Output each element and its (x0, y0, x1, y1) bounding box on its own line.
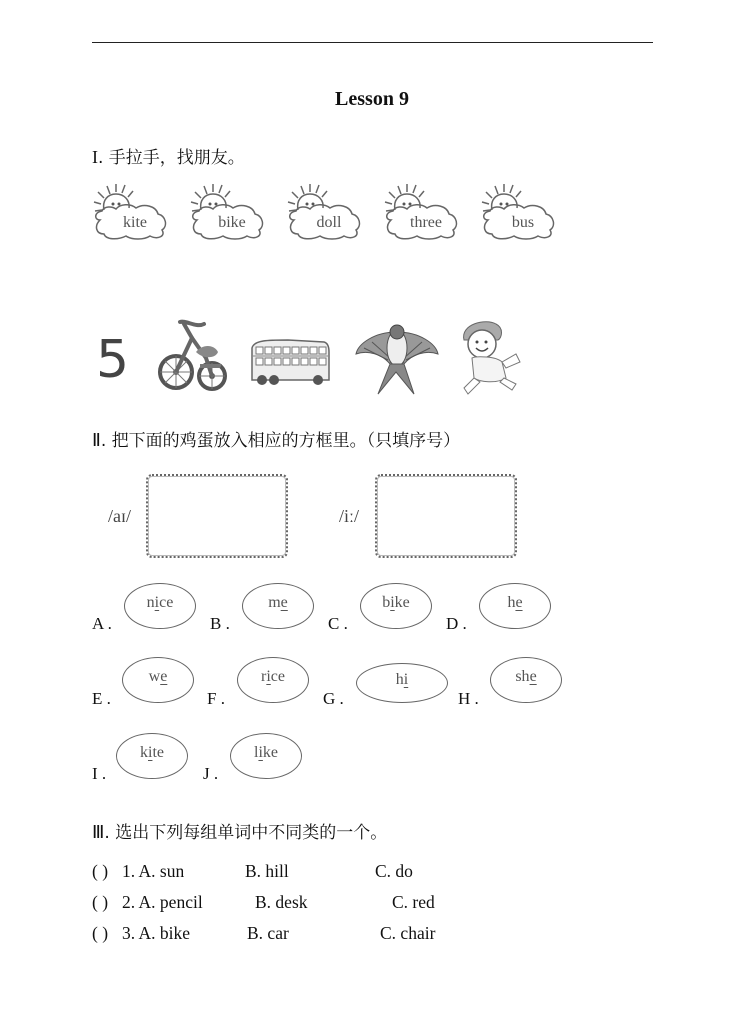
egg-word-pre: b (382, 594, 391, 611)
word-label: kite (123, 214, 147, 231)
choice-c: C. chair (380, 923, 436, 943)
egg-word-underlined: e (160, 668, 168, 685)
egg-option[interactable] (230, 733, 302, 779)
egg-word-pre: h (395, 671, 404, 688)
doll-icon (456, 318, 524, 396)
egg-word-underlined: i (390, 594, 395, 611)
egg-word-pre: sh (515, 668, 530, 685)
header-rule (92, 42, 653, 43)
egg-option[interactable] (490, 657, 562, 703)
answer-blank[interactable]: ( ) (92, 892, 109, 912)
section-1-heading (92, 143, 245, 168)
option-label: A . (92, 614, 112, 633)
egg-word-pre: l (253, 744, 259, 761)
word-card-bike[interactable] (189, 184, 269, 244)
bike-picture[interactable] (156, 318, 232, 396)
choice-c: C. red (392, 892, 435, 912)
egg-word-pre: h (507, 594, 516, 611)
choice-c: C. do (375, 861, 413, 881)
kite-picture[interactable] (354, 318, 440, 396)
egg-word-underlined: e (529, 668, 537, 685)
option-label: I . (92, 764, 107, 783)
choice-b: B. hill (245, 861, 289, 881)
bike-icon (156, 318, 232, 396)
word-label: bus (511, 214, 535, 231)
egg-word-post: ce (270, 668, 285, 685)
section-3-heading (92, 818, 387, 843)
phoneme-ai-box[interactable] (146, 474, 288, 558)
egg-option[interactable] (360, 583, 432, 629)
egg-word-post: ke (262, 744, 278, 761)
egg-word-underlined: i (258, 744, 263, 761)
section-2-text: . 把下面的鸡蛋放入相应的方框里。（只填序号） (100, 431, 461, 451)
phoneme-ii-label: /iː/ (339, 506, 360, 526)
egg-word-pre: r (261, 668, 267, 685)
choice-a: 3. A. bike (122, 923, 191, 943)
section-3-number: Ⅲ (92, 822, 105, 842)
option-label: C . (328, 614, 348, 633)
egg-word-pre: k (140, 744, 148, 761)
choice-b: B. desk (255, 892, 308, 912)
section-2-number: Ⅱ (92, 430, 101, 450)
word-label: three (410, 214, 442, 231)
section-3-text: . 选出下列每组单词中不同类的一个。 (104, 823, 388, 843)
egg-option[interactable] (122, 657, 194, 703)
phoneme-ii-box[interactable] (375, 474, 517, 558)
number-five: 5 (96, 330, 130, 390)
egg-word-post: ce (159, 594, 174, 611)
egg-word-post: te (152, 744, 164, 761)
doll-picture[interactable] (456, 318, 524, 396)
answer-blank[interactable]: ( ) (92, 923, 109, 943)
word-card-kite[interactable] (92, 184, 172, 244)
bus-picture[interactable] (248, 318, 332, 396)
page-title: Lesson 9 (335, 88, 409, 110)
choice-a: 2. A. pencil (122, 892, 203, 912)
word-label: bike (218, 214, 246, 231)
choice-a: 1. A. sun (122, 861, 185, 881)
egg-word-underlined: e (515, 594, 523, 611)
option-label: B . (210, 614, 230, 633)
egg-word-pre: n (146, 594, 155, 611)
egg-word-underlined: i (403, 671, 409, 688)
egg-option[interactable] (124, 583, 196, 629)
option-label: E . (92, 689, 111, 708)
egg-word-underlined: i (266, 668, 271, 685)
word-card-three[interactable] (383, 184, 463, 244)
section-2-heading (92, 426, 460, 451)
egg-option[interactable] (356, 663, 448, 703)
option-label: H . (458, 689, 479, 708)
word-label: doll (316, 214, 342, 231)
bus-icon (248, 318, 332, 396)
egg-word-pre: m (268, 594, 281, 611)
egg-option[interactable] (479, 583, 551, 629)
option-label: F . (207, 689, 225, 708)
egg-word-post: ke (394, 594, 410, 611)
option-label: D . (446, 614, 467, 633)
egg-word-underlined: e (280, 594, 288, 611)
choice-b: B. car (247, 923, 289, 943)
egg-word-pre: w (148, 668, 161, 685)
answer-blank[interactable]: ( ) (92, 861, 109, 881)
phoneme-ai-label: /aɪ/ (108, 506, 131, 526)
word-card-doll[interactable] (286, 184, 366, 244)
word-card-bus[interactable] (480, 184, 560, 244)
option-label: J . (203, 764, 219, 783)
section-1-number: I (92, 147, 98, 167)
egg-option[interactable] (237, 657, 309, 703)
egg-word-underlined: i (148, 744, 153, 761)
kite-icon (354, 318, 440, 396)
egg-word-underlined: i (154, 594, 160, 611)
egg-option[interactable] (242, 583, 314, 629)
egg-option[interactable] (116, 733, 188, 779)
option-label: G . (323, 689, 344, 708)
section-1-text: . 手拉手，找朋友。 (98, 148, 245, 168)
